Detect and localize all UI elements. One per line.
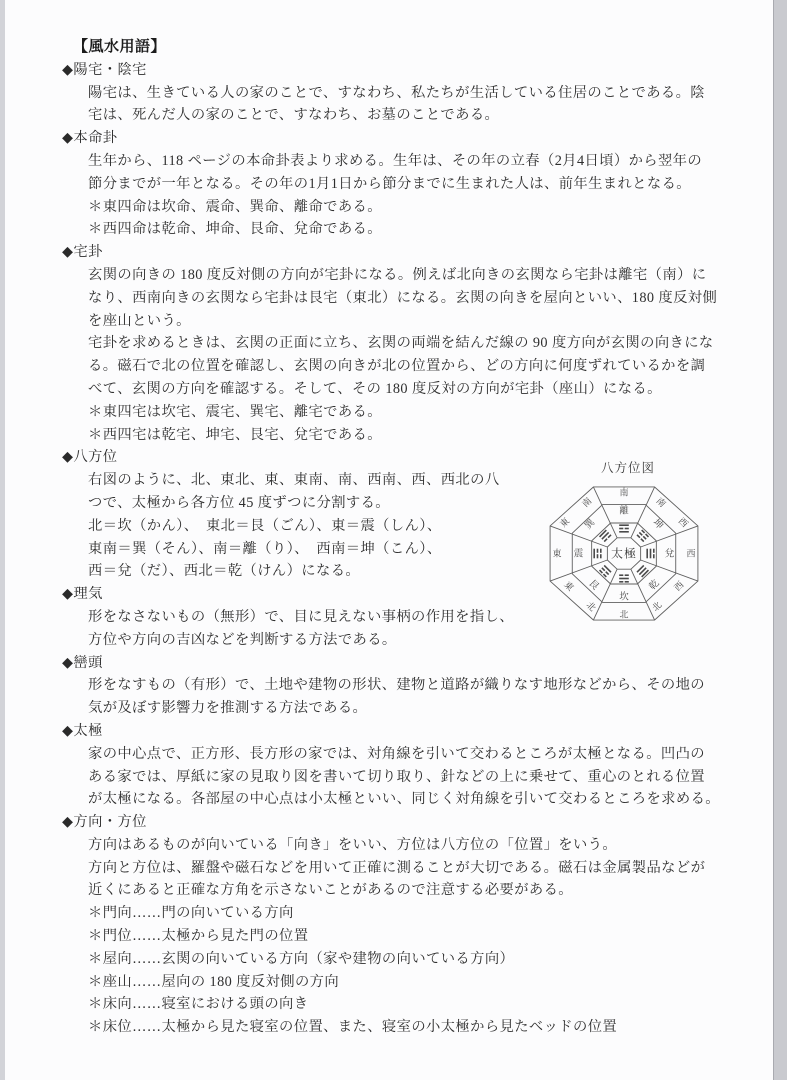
list-item: ＊西四命は乾命、坤命、艮命、兌命である。 [88,221,382,238]
outer-direction-label-west: 西 [686,548,696,559]
diagram-title: 八方位図 [600,461,656,475]
outer-direction-label-northwest: 西 [672,579,686,593]
outer-direction-label-east: 東 [552,548,562,559]
text-line: つで、太極から各方位 45 度ずつに分割する。 [88,494,390,511]
section-heading-riki: ◆理気 [62,586,103,603]
text-line: 右図のように、北、東北、東、東南、南、西南、西、西北の八 [88,472,500,489]
list-item: ＊門位……太極から見た門の位置 [88,928,309,945]
text-line: 西＝兌（だ）、西北＝乾（けん）になる。 [88,563,361,580]
outer-direction-label-southeast: 東 [558,515,572,530]
section-heading-houkou-houi: ◆方向・方位 [62,814,147,831]
outer-direction-label-northeast: 北 [584,599,598,614]
outer-direction-label-south: 南 [619,487,629,498]
trigram-west-icon [646,549,654,559]
text-line: 方位や方向の吉凶などを判断する方法である。 [88,631,397,648]
outer-direction-label-northwest: 北 [650,599,664,614]
page-left-edge [0,0,5,1080]
outer-direction-label-north: 北 [619,609,629,620]
page-right-edge [773,0,787,1080]
trigram-name-label-northeast: 艮 [586,578,601,593]
section-heading-honmeike: ◆本命卦 [62,130,118,147]
list-item: ＊門向……門の向いている方向 [88,905,294,922]
outer-direction-label-southwest: 西 [676,515,690,530]
trigram-southeast-icon [599,530,612,543]
trigram-name-label-east: 震 [573,549,584,560]
trigram-northeast-icon [599,565,612,578]
text-line: 方向と方位は、羅盤や磁石などを用いて正確に測ることが大切である。磁石は金属製品などが [88,859,706,876]
outer-direction-label-southwest: 南 [654,495,668,510]
spoke [550,560,607,581]
trigram-name-label-north: 坎 [619,592,629,603]
text-line: る。磁石で北の位置を確認し、玄関の向きが北の位置から、どの方向に何度ずれているかを調 [88,358,706,375]
list-item: ＊屋向……玄関の向いている方向（家や建物の向いている方向） [88,950,515,967]
section-heading-yotaku-intaku: ◆陽宅・陰宅 [62,61,147,78]
trigram-name-label-southwest: 坤 [650,517,665,532]
outer-direction-label-northeast: 東 [562,579,576,593]
trigram-southwest-icon [636,530,649,543]
page-title: 【風水用語】 [73,38,167,55]
text-line: を座山という。 [88,312,191,329]
text-line: 形をなさないもの（無形）で、目に見えない事柄の作用を指し、 [88,608,514,625]
text-line: 節分までが一年となる。その年の1月1日から節分までに生まれた人は、前年生まれとなる。 [88,175,691,192]
eight-directions-diagram [543,458,761,650]
section-heading-rantou: ◆巒頭 [62,654,103,671]
spoke [550,526,607,547]
diagram-center-label: 太極 [610,546,638,561]
text-line: 玄関の向きの 180 度反対側の方向が宅卦になる。例えば北向きの玄関なら宅卦は離宅（南）に [88,266,707,283]
section-heading-happoui: ◆八方位 [62,449,118,466]
text-line: なり、西南向きの玄関なら宅卦は艮宅（東北）になる。玄関の向きを屋向といい、180 度反対側 [88,289,718,306]
outer-direction-label-southeast: 南 [580,495,594,510]
text-line: 生年から、118 ページの本命卦表より求める。生年は、その年の立春（2月4日頃）から翌年の [88,152,703,169]
list-item: ＊東四宅は坎宅、震宅、巽宅、離宅である。 [88,403,382,420]
section-heading-takuke: ◆宅卦 [62,244,103,261]
text-line: が太極になる。各部屋の中心点は小太極といい、同じく対角線を引いて交わるところを求める。 [88,791,720,808]
text-line: 方向はあるものが向いている「向き」をいい、方位は八方位の「位置」をいう。 [88,836,618,853]
trigram-northwest-icon [636,565,649,578]
text-line: 陽宅は、生きている人の家のことで、すなわち、私たちが生活している住居のことである。陰 [88,84,705,101]
trigram-name-label-northwest: 乾 [647,578,662,593]
trigram-north-icon [619,574,629,582]
list-item: ＊床向……寝室における頭の向き [88,996,309,1013]
trigram-name-label-southeast: 巽 [583,517,598,532]
text-line: 近くにあると正確な方角を示さないことがあるので注意する必要がある。 [88,882,573,899]
text-line: 宅は、死んだ人の家のことで、すなわち、お墓のことである。 [88,107,500,124]
text-line: 家の中心点で、正方形、長方形の家では、対角線を引いて交わるところが太極となる。凹凸の [88,745,705,762]
text-line: 北＝坎（かん）、 東北＝艮（ごん）、東＝震（しん）、 [88,517,442,534]
trigram-name-label-west: 兌 [664,549,675,560]
list-item: ＊座山……屋向の 180 度反対側の方向 [88,973,340,990]
text-line: 宅卦を求めるときは、玄関の正面に立ち、玄関の両端を結んだ線の 90 度方向が玄関の向きにな [88,335,714,352]
text-line: 東南＝巽（そん）、南＝離（り）、 西南＝坤（こん）、 [88,540,442,557]
list-item: ＊西四宅は乾宅、坤宅、艮宅、兌宅である。 [88,426,382,443]
list-item: ＊東四命は坎命、震命、巽命、離命である。 [88,198,382,215]
text-line: べて、玄関の方向を確認する。そして、その 180 度反対の方向が宅卦（座山）になる。 [88,380,662,397]
section-heading-taikyoku: ◆太極 [62,722,103,739]
spoke [641,526,698,547]
trigram-name-label-south: 離 [619,506,629,517]
text-line: 気が及ぼす影響力を推測する方法である。 [88,700,368,717]
trigram-east-icon [593,549,601,559]
spoke [641,560,698,581]
text-line: 形をなすもの（有形）で、土地や建物の形状、建物と道路が織りなす地形などから、その地の [88,677,705,694]
trigram-south-icon [619,524,629,532]
text-line: ある家では、厚紙に家の見取り図を書いて切り取り、針などの上に乗せて、重心のとれる位置 [88,768,705,785]
list-item: ＊床位……太極から見た寝室の位置、また、寝室の小太極から見たベッドの位置 [88,1019,618,1036]
